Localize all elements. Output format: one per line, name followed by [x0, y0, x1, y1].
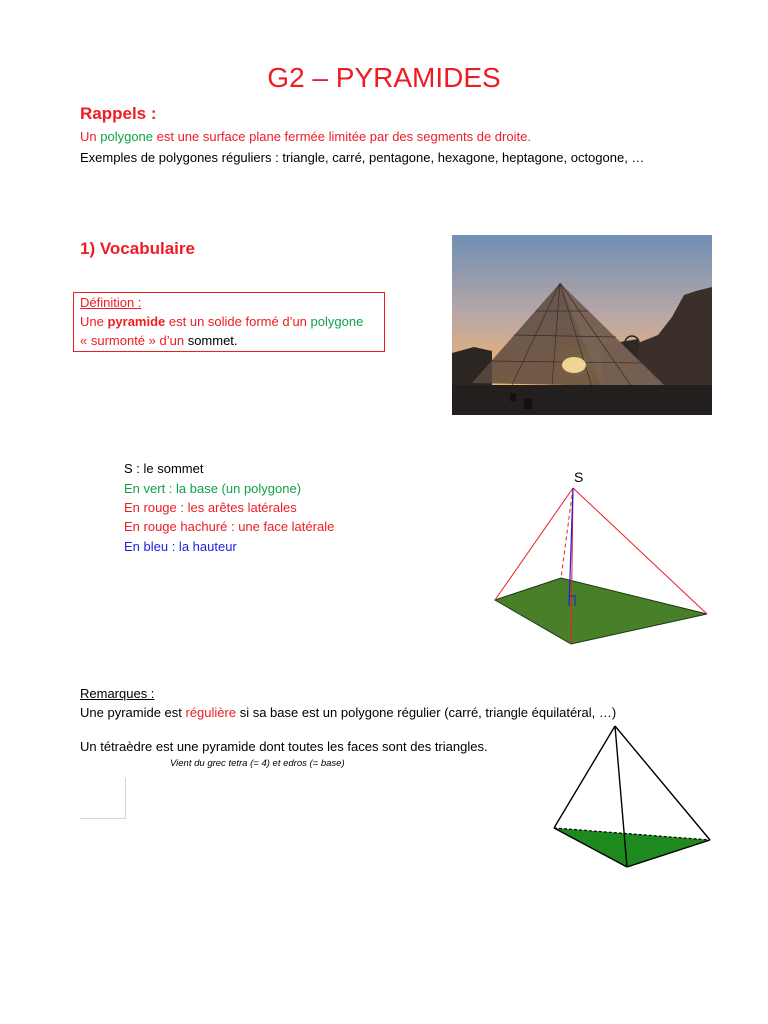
etymology-note: Vient du grec tetra (= 4) et edros (= base) — [170, 758, 345, 769]
legend-sommet: S : le sommet — [124, 461, 204, 476]
remarques-heading: Remarques : — [80, 686, 155, 701]
legend-edges: En rouge : les arêtes latérales — [124, 500, 297, 515]
margin-mark-horizontal — [80, 818, 126, 819]
definition-line-1: Une pyramide est un solide formé d’un polygone — [80, 314, 364, 329]
definition-line-2: « surmonté » d’un sommet. — [80, 333, 238, 348]
rappels-line-2: Exemples de polygones réguliers : triangle, carré, pentagone, hexagone, heptagone, octogone, … — [80, 150, 645, 165]
page-title: G2 – PYRAMIDES — [267, 62, 501, 93]
tetrahedron-diagram — [545, 722, 715, 872]
remarques-line-1: Une pyramide est régulière si sa base est un polygone régulier (carré, triangle équilatéral, …) — [80, 705, 617, 720]
remarques-line-2: Un tétraèdre est une pyramide dont toutes les faces sont des triangles. — [80, 739, 488, 754]
rappels-heading: Rappels : — [80, 104, 157, 123]
margin-mark-vertical — [125, 778, 126, 818]
legend-lateral-face: En rouge hachuré : une face latérale — [124, 519, 335, 534]
definition-label: Définition : — [80, 295, 142, 310]
pyramid-diagram — [485, 460, 715, 655]
legend-base: En vert : la base (un polygone) — [124, 481, 302, 496]
pyramid-base — [495, 578, 707, 644]
louvre-pyramid-photo — [452, 235, 712, 415]
vocab-heading: 1) Vocabulaire — [80, 239, 195, 258]
apex-label: S — [574, 469, 584, 485]
legend-height: En bleu : la hauteur — [124, 539, 237, 554]
rappels-line-1: Un polygone est une surface plane fermée limitée par des segments de droite. — [80, 129, 531, 144]
